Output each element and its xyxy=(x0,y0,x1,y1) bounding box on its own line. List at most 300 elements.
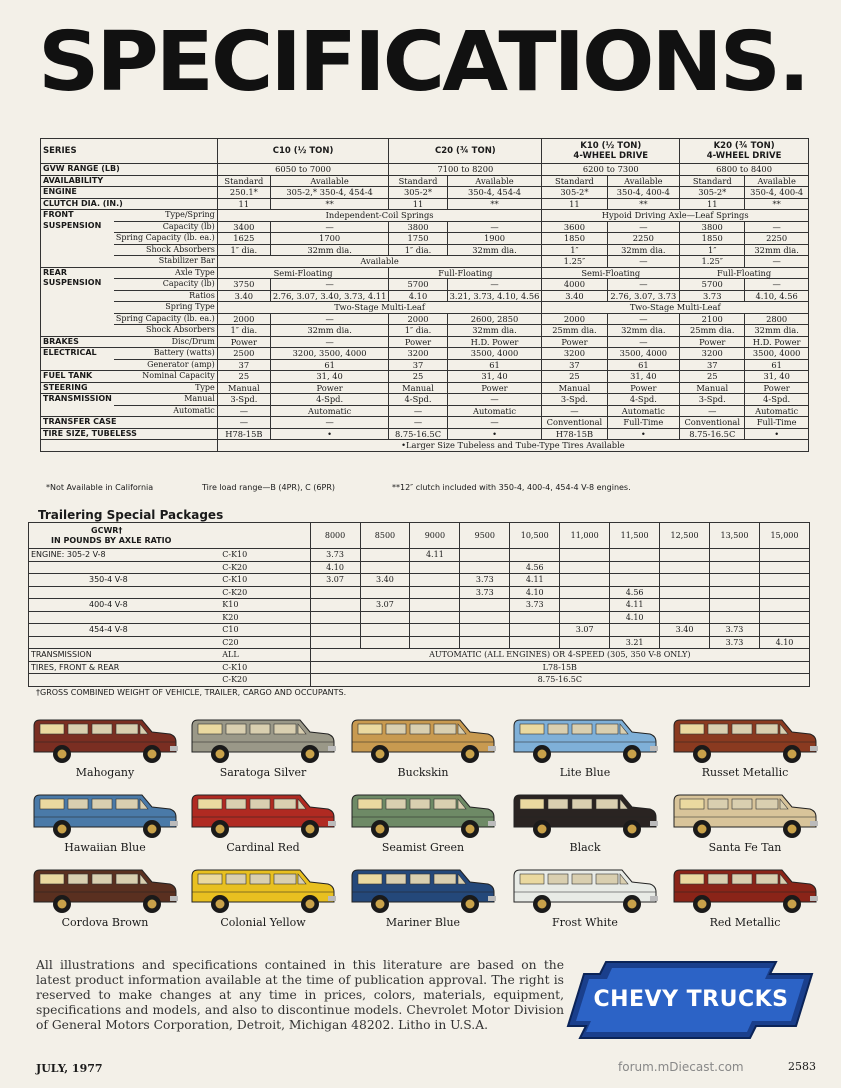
ratios-value: 3.40 xyxy=(542,290,607,302)
axle-ratio xyxy=(360,561,410,574)
trailering-table xyxy=(28,522,810,687)
gen-value: 37 xyxy=(389,359,447,371)
axle-ratio xyxy=(710,611,760,624)
axle-ratio xyxy=(710,586,760,599)
model-label: C-K10 xyxy=(220,574,310,587)
axle-ratio: 4.10 xyxy=(310,561,360,574)
steer-value: Power xyxy=(745,382,809,394)
rear_spring-value: — xyxy=(270,313,388,325)
transfer-value: — xyxy=(447,417,542,429)
brakes-value: H.D. Power xyxy=(745,336,809,348)
tire-value: 8.75-16.5C xyxy=(680,428,745,440)
axle-ratio xyxy=(560,574,610,587)
c20-header: C20 (¾ TON) xyxy=(389,139,542,164)
rear_spring-value: 2100 xyxy=(680,313,745,325)
axle-ratio: 3.73 xyxy=(460,586,510,599)
suburban-truck-icon xyxy=(348,787,498,841)
tire-value: 8.75-16.5C xyxy=(389,428,447,440)
axle-ratio: 4.11 xyxy=(610,599,660,612)
suburban-truck-icon xyxy=(510,787,660,841)
axle-ratio xyxy=(759,611,809,624)
logo-text: CHEVY TRUCKS xyxy=(593,987,789,1012)
axle-ratio xyxy=(510,636,560,649)
color-name: Colonial Yellow xyxy=(220,916,306,929)
rear_shock-value: 1″ dia. xyxy=(217,325,270,337)
engine-value: 305-2* xyxy=(680,187,745,199)
front_spring-label: Spring Capacity (lb. ea.) xyxy=(114,233,217,245)
gcwr-header xyxy=(29,523,311,549)
color-swatch xyxy=(670,712,820,780)
axle-ratio xyxy=(759,624,809,637)
gen-value: 37 xyxy=(217,359,270,371)
gvw-c10: 6050 to 7000 xyxy=(217,164,389,176)
axle-ratio xyxy=(560,561,610,574)
axle-ratio xyxy=(510,549,560,562)
fuel-value: 31, 40 xyxy=(447,371,542,383)
axle-ratio xyxy=(460,611,510,624)
front_shock-value: 1″ xyxy=(542,244,607,256)
color-swatch xyxy=(510,787,660,855)
color-name: Frost White xyxy=(552,916,618,929)
ratios-value: 3.73 xyxy=(680,290,745,302)
rear_shock-value: 32mm dia. xyxy=(607,325,680,337)
trailer-tires-spacer xyxy=(29,674,221,687)
rear_cap-value: — xyxy=(607,279,680,291)
rear_shock-value: 32mm dia. xyxy=(447,325,542,337)
tire-value: • xyxy=(607,428,680,440)
transfer-value: — xyxy=(217,417,270,429)
availability-value: Standard xyxy=(680,175,745,187)
rear-axle-value: Semi-Floating xyxy=(217,267,389,279)
suburban-truck-icon xyxy=(348,862,498,916)
axle-ratio xyxy=(710,561,760,574)
rear-axle-value: Semi-Floating xyxy=(542,267,680,279)
axle-ratio xyxy=(660,611,710,624)
rear_cap-value: — xyxy=(270,279,388,291)
rear_shock-value: 25mm dia. xyxy=(542,325,607,337)
color-name: Mariner Blue xyxy=(385,916,461,929)
brakes-value: H.D. Power xyxy=(447,336,542,348)
weight-header: 9500 xyxy=(460,523,510,549)
rear_spring-value: 2600, 2850 xyxy=(447,313,542,325)
color-swatch xyxy=(348,712,498,780)
axle-ratio xyxy=(360,624,410,637)
gross-weight-note: †GROSS COMBINED WEIGHT OF VEHICLE, TRAILER, CARGO AND OCCUPANTS. xyxy=(36,688,347,697)
rear_spring-value: 2000 xyxy=(389,313,447,325)
availability-label: AVAILABILITY xyxy=(41,175,218,187)
color-swatch xyxy=(670,862,820,930)
trailer-transmission-label: TRANSMISSION xyxy=(29,649,221,662)
ratios-value: 2.76, 3.07, 3.73 xyxy=(607,290,680,302)
brakes-value: Power xyxy=(680,336,745,348)
trailer-tires-model: C-K20 xyxy=(220,674,310,687)
transmission-label: TRANSMISSION xyxy=(41,394,114,417)
brakes-value: Power xyxy=(217,336,270,348)
front_shock-label: Shock Absorbers xyxy=(114,244,217,256)
clutch-value: ** xyxy=(607,198,680,210)
front_spring-value: 1625 xyxy=(217,233,270,245)
engine-label: 454-4 V-8 xyxy=(29,624,221,637)
axle-ratio xyxy=(759,549,809,562)
axle-ratio xyxy=(710,599,760,612)
front_shock-value: 1″ xyxy=(680,244,745,256)
color-name: Hawaiian Blue xyxy=(64,841,146,854)
clutch-label: CLUTCH DIA. (IN.) xyxy=(41,198,218,210)
axle-ratio xyxy=(310,624,360,637)
transfer-value: — xyxy=(270,417,388,429)
transfer-value: Conventional xyxy=(542,417,607,429)
color-name: Buckskin xyxy=(397,766,449,779)
specifications-table xyxy=(40,138,809,452)
trans_auto-value: Automatic xyxy=(447,405,542,417)
trans-manual-value: 3-Spd. xyxy=(542,394,607,406)
rear_spring-label: Spring Capacity (lb. ea.) xyxy=(114,313,217,325)
k10-header: K10 (½ TON) 4-WHEEL DRIVE xyxy=(542,139,680,164)
model-label: C-K20 xyxy=(220,586,310,599)
color-name: Russet Metallic xyxy=(701,766,789,779)
fuel-value: 25 xyxy=(389,371,447,383)
weight-header: 15,000 xyxy=(759,523,809,549)
color-name: Santa Fe Tan xyxy=(708,841,782,854)
tire-label: TIRE SIZE, TUBELESS xyxy=(41,428,218,440)
axle-ratio: 4.11 xyxy=(410,549,460,562)
ratios-value: 3.21, 3.73, 4.10, 4.56 xyxy=(447,290,542,302)
trailer-row xyxy=(29,561,810,574)
suburban-truck-icon xyxy=(188,787,338,841)
axle-ratio xyxy=(759,586,809,599)
rear_spring-value: — xyxy=(607,313,680,325)
axle-ratio xyxy=(310,599,360,612)
steer-value: Manual xyxy=(542,382,607,394)
engine-label: ENGINE xyxy=(41,187,218,199)
suburban-truck-icon xyxy=(510,862,660,916)
front_spring-value: 1850 xyxy=(680,233,745,245)
axle-ratio: 3.21 xyxy=(610,636,660,649)
rear_cap-label: Capacity (lb) xyxy=(114,279,217,291)
trans-manual-value: 3-Spd. xyxy=(680,394,745,406)
availability-value: Available xyxy=(745,175,809,187)
trailer-row xyxy=(29,624,810,637)
ratios-value: 4.10, 4.56 xyxy=(745,290,809,302)
engine-label xyxy=(29,586,221,599)
tire-value: • xyxy=(447,428,542,440)
rear-axle-value: Full-Floating xyxy=(389,267,542,279)
gvw-k20: 6800 to 8400 xyxy=(680,164,809,176)
print-date: JULY, 1977 xyxy=(36,1062,103,1075)
clutch-value: 11 xyxy=(217,198,270,210)
rear_shock-label: Shock Absorbers xyxy=(114,325,217,337)
trailer-tires-value: L78-15B xyxy=(310,661,809,674)
transfer-value: Conventional xyxy=(680,417,745,429)
trans-manual-value: 4-Spd. xyxy=(745,394,809,406)
axle-ratio: 3.40 xyxy=(360,574,410,587)
trans-manual-label: Manual xyxy=(114,394,217,406)
stabilizer-value: 1.25″ xyxy=(542,256,607,268)
front_spring-value: 1750 xyxy=(389,233,447,245)
trans_auto-value: — xyxy=(217,405,270,417)
trans_auto-value: — xyxy=(542,405,607,417)
rear_spring-value: 2000 xyxy=(542,313,607,325)
rear_shock-value: 25mm dia. xyxy=(680,325,745,337)
front_spring-value: 2250 xyxy=(745,233,809,245)
fuel-label: FUEL TANK xyxy=(41,371,114,383)
color-name: Red Metallic xyxy=(709,916,781,929)
trailer-row xyxy=(29,611,810,624)
k20-header: K20 (¾ TON) 4-WHEEL DRIVE xyxy=(680,139,809,164)
trans_auto-value: — xyxy=(389,405,447,417)
clutch-value: ** xyxy=(447,198,542,210)
rear_cap-value: — xyxy=(745,279,809,291)
clutch-value: ** xyxy=(745,198,809,210)
suburban-truck-icon xyxy=(30,787,180,841)
color-swatch xyxy=(30,787,180,855)
front_cap-value: 3800 xyxy=(389,221,447,233)
suburban-truck-icon xyxy=(670,712,820,766)
engine-value: 350-4, 454-4 xyxy=(447,187,542,199)
gen-value: 61 xyxy=(745,359,809,371)
axle-ratio: 3.73 xyxy=(460,574,510,587)
transfer-label: TRANSFER CASE xyxy=(41,417,218,429)
front_shock-value: 1″ dia. xyxy=(389,244,447,256)
color-name: Saratoga Silver xyxy=(219,766,307,779)
color-name: Cordova Brown xyxy=(61,916,149,929)
fuel-sublabel: Nominal Capacity xyxy=(114,371,217,383)
axle-ratio xyxy=(610,574,660,587)
availability-value: Available xyxy=(270,175,388,187)
fuel-value: 25 xyxy=(217,371,270,383)
rear-axle-label: Axle Type xyxy=(114,267,217,279)
color-swatch xyxy=(188,862,338,930)
axle-ratio: 4.56 xyxy=(510,561,560,574)
series-header: SERIES xyxy=(41,139,218,164)
color-swatch xyxy=(188,712,338,780)
suburban-truck-icon xyxy=(30,862,180,916)
axle-ratio xyxy=(510,624,560,637)
stabilizer-c: Available xyxy=(217,256,542,268)
clutch-value: 11 xyxy=(542,198,607,210)
disclaimer: All illustrations and specifications contained in this literature are based on the latest product information available at the time of publication approval. The right is reserved to make changes at any time in prices, colors, materials, equipment, specifications and models, and also to discontinue models. Chevrolet Motor Division of General Motors Corporation, Detroit, Michigan 48202. Litho in U.S.A. xyxy=(36,958,564,1032)
color-swatch xyxy=(348,862,498,930)
trailer-row xyxy=(29,586,810,599)
battery-value: 3200 xyxy=(680,348,745,360)
gvw-k10: 6200 to 7300 xyxy=(542,164,680,176)
front-type-label: Type/Spring xyxy=(114,210,217,222)
rear_cap-value: 3750 xyxy=(217,279,270,291)
axle-ratio xyxy=(660,549,710,562)
brakes-label: BRAKES xyxy=(41,336,114,348)
weight-header: 8000 xyxy=(310,523,360,549)
stabilizer-label: Stabilizer Bar xyxy=(114,256,217,268)
front_cap-label: Capacity (lb) xyxy=(114,221,217,233)
axle-ratio xyxy=(759,599,809,612)
engine-label xyxy=(29,636,221,649)
axle-ratio xyxy=(410,611,460,624)
battery-label: Battery (watts) xyxy=(114,348,217,360)
model-label: C-K20 xyxy=(220,561,310,574)
gvw-label: GVW RANGE (LB) xyxy=(41,164,218,176)
color-name: Mahogany xyxy=(75,766,135,779)
color-swatch xyxy=(30,712,180,780)
gen-value: 37 xyxy=(680,359,745,371)
front-type-c: Independent-Coil Springs xyxy=(217,210,542,222)
rear-suspension-label: REAR SUSPENSION xyxy=(41,267,114,336)
ratios-value: 4.10 xyxy=(389,290,447,302)
availability-value: Available xyxy=(447,175,542,187)
fuel-value: 31, 40 xyxy=(745,371,809,383)
c10-header: C10 (½ TON) xyxy=(217,139,389,164)
axle-ratio xyxy=(710,549,760,562)
trailer-row xyxy=(29,574,810,587)
axle-ratio: 3.07 xyxy=(310,574,360,587)
gen-value: 61 xyxy=(447,359,542,371)
front_shock-value: 1″ dia. xyxy=(217,244,270,256)
engine-value: 250.1* xyxy=(217,187,270,199)
battery-value: 3200, 3500, 4000 xyxy=(270,348,388,360)
axle-ratio xyxy=(360,636,410,649)
axle-ratio xyxy=(310,586,360,599)
brakes-value: — xyxy=(607,336,680,348)
clutch-value: ** xyxy=(270,198,388,210)
weight-header: 8500 xyxy=(360,523,410,549)
color-swatch xyxy=(348,787,498,855)
axle-ratio xyxy=(759,561,809,574)
tire-value: H78-15B xyxy=(217,428,270,440)
steer-value: Power xyxy=(607,382,680,394)
front_shock-value: 32mm dia. xyxy=(270,244,388,256)
engine-label: 350-4 V-8 xyxy=(29,574,221,587)
model-label: C20 xyxy=(220,636,310,649)
steer-value: Power xyxy=(447,382,542,394)
suburban-truck-icon xyxy=(348,712,498,766)
trans-manual-value: 3-Spd. xyxy=(217,394,270,406)
front_cap-value: — xyxy=(270,221,388,233)
axle-ratio xyxy=(660,574,710,587)
color-swatch xyxy=(30,862,180,930)
axle-ratio: 4.10 xyxy=(610,611,660,624)
color-swatch xyxy=(670,787,820,855)
transfer-value: — xyxy=(389,417,447,429)
front_spring-value: 2250 xyxy=(607,233,680,245)
rear_shock-value: 32mm dia. xyxy=(270,325,388,337)
trailer-row xyxy=(29,549,810,562)
axle-ratio: 3.73 xyxy=(510,599,560,612)
suburban-truck-icon xyxy=(510,712,660,766)
axle-ratio xyxy=(460,561,510,574)
steer-value: Power xyxy=(270,382,388,394)
page-title: SPECIFICATIONS. xyxy=(38,15,808,110)
clutch-value: 11 xyxy=(680,198,745,210)
trans_auto-value: — xyxy=(680,405,745,417)
engine-label xyxy=(29,561,221,574)
gen-value: 61 xyxy=(270,359,388,371)
trans_auto-value: Automatic xyxy=(607,405,680,417)
axle-ratio xyxy=(610,561,660,574)
spring-type-label: Spring Type xyxy=(114,302,217,314)
tire-value: H78-15B xyxy=(542,428,607,440)
trans-manual-value: 4-Spd. xyxy=(389,394,447,406)
axle-ratio xyxy=(560,599,610,612)
front_spring-value: 1700 xyxy=(270,233,388,245)
axle-ratio xyxy=(410,624,460,637)
footnote-tire-load: Tire load range—B (4PR), C (6PR) xyxy=(202,483,336,492)
rear_cap-value: — xyxy=(447,279,542,291)
trans-manual-value: 4-Spd. xyxy=(607,394,680,406)
front_cap-value: — xyxy=(447,221,542,233)
steer-value: Manual xyxy=(389,382,447,394)
front-type-k: Hypoid Driving Axle—Leaf Springs xyxy=(542,210,809,222)
trailer-tires-model: C-K10 xyxy=(220,661,310,674)
spring-type-k: Two-Stage Multi-Leaf xyxy=(542,302,809,314)
availability-value: Standard xyxy=(389,175,447,187)
steer-value: Manual xyxy=(217,382,270,394)
brakes-value: Power xyxy=(542,336,607,348)
engine-value: 305-2,* 350-4, 454-4 xyxy=(270,187,388,199)
trans_auto-label: Automatic xyxy=(114,405,217,417)
axle-ratio xyxy=(410,599,460,612)
weight-header: 11,500 xyxy=(610,523,660,549)
tire-value: • xyxy=(270,428,388,440)
electrical-label: ELECTRICAL xyxy=(41,348,114,371)
gcwr-sublabel: IN POUNDS BY AXLE RATIO xyxy=(51,535,172,545)
availability-value: Standard xyxy=(217,175,270,187)
front_shock-value: 32mm dia. xyxy=(607,244,680,256)
axle-ratio xyxy=(660,636,710,649)
front_spring-value: 1850 xyxy=(542,233,607,245)
axle-ratio xyxy=(510,611,560,624)
weight-header: 12,500 xyxy=(660,523,710,549)
clutch-value: 11 xyxy=(389,198,447,210)
weight-header: 13,500 xyxy=(710,523,760,549)
front_shock-value: 32mm dia. xyxy=(447,244,542,256)
axle-ratio xyxy=(410,574,460,587)
engine-label xyxy=(29,611,221,624)
axle-ratio xyxy=(460,636,510,649)
availability-value: Standard xyxy=(542,175,607,187)
brakes-sublabel: Disc/Drum xyxy=(114,336,217,348)
brakes-value: — xyxy=(270,336,388,348)
rear_spring-value: 2800 xyxy=(745,313,809,325)
engine-label: ENGINE: 305-2 V-8 xyxy=(29,549,221,562)
chevy-trucks-logo xyxy=(566,960,816,1040)
battery-value: 3500, 4000 xyxy=(745,348,809,360)
tire-value: • xyxy=(745,428,809,440)
stabilizer-value: — xyxy=(607,256,680,268)
rear_shock-value: 1″ dia. xyxy=(389,325,447,337)
axle-ratio xyxy=(460,599,510,612)
trans-manual-value: 4-Spd. xyxy=(270,394,388,406)
front_cap-value: 3400 xyxy=(217,221,270,233)
tire-note: •Larger Size Tubeless and Tube-Type Tires Available xyxy=(217,440,808,452)
ratios-value: 3.40 xyxy=(217,290,270,302)
engine-value: 350-4, 400-4 xyxy=(745,187,809,199)
axle-ratio xyxy=(560,611,610,624)
engine-value: 305-2* xyxy=(542,187,607,199)
form-code: 2583 xyxy=(788,1060,816,1073)
transfer-value: Full-Time xyxy=(607,417,680,429)
stabilizer-value: — xyxy=(745,256,809,268)
axle-ratio xyxy=(759,574,809,587)
color-swatch xyxy=(188,787,338,855)
axle-ratio xyxy=(310,636,360,649)
axle-ratio xyxy=(710,574,760,587)
rear_cap-value: 5700 xyxy=(680,279,745,291)
axle-ratio xyxy=(360,549,410,562)
battery-value: 3500, 4000 xyxy=(607,348,680,360)
gvw-c20: 7100 to 8200 xyxy=(389,164,542,176)
axle-ratio xyxy=(560,586,610,599)
battery-value: 3500, 4000 xyxy=(447,348,542,360)
trailering-title: Trailering Special Packages xyxy=(38,508,224,522)
